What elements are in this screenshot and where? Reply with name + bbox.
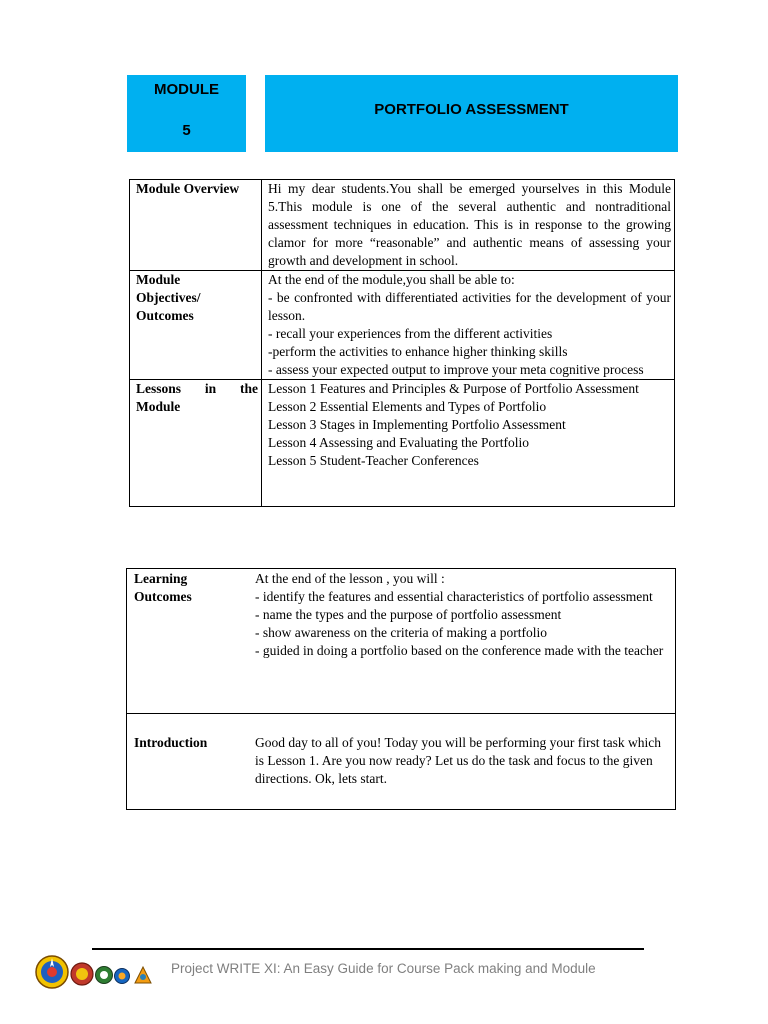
outcome-item: - name the types and the purpose of portfolio assessment — [255, 607, 562, 622]
module-label: MODULE — [154, 81, 219, 98]
objective-item: - recall your experiences from the different activities — [268, 326, 553, 341]
lesson-item: Lesson 4 Assessing and Evaluating the Portfolio — [268, 435, 529, 450]
introduction-row — [127, 714, 676, 810]
objective-item: - be confronted with differentiated activities for the development of your lesson. — [268, 290, 671, 323]
lesson-item: Lesson 5 Student-Teacher Conferences — [268, 453, 479, 468]
objectives-row — [130, 271, 675, 380]
module-title-box — [265, 75, 678, 152]
module-number: 5 — [182, 122, 191, 139]
introduction-label: Introduction — [134, 735, 208, 750]
objective-item: - assess your expected output to improve your meta cognitive process — [268, 362, 644, 377]
introduction-text: Good day to all of you! Today you will be performing your first task which is Lesson 1. Are you now ready? Let us do the task and focus to the given directions. Ok, lets start. — [255, 735, 661, 786]
learning-outcomes-intro: At the end of the lesson , you will : — [255, 571, 445, 586]
outcome-item: - guided in doing a portfolio based on the conference made with the teacher — [255, 643, 664, 658]
objectives-text — [262, 271, 675, 380]
footer-divider — [92, 948, 644, 950]
footer-logos — [35, 955, 155, 989]
objectives-label: Module Objectives/ Outcomes — [130, 271, 262, 380]
learning-outcomes-row — [127, 569, 676, 714]
module-overview-table — [129, 179, 675, 507]
lessons-row — [130, 380, 675, 507]
module-number-box — [127, 75, 246, 152]
learning-outcomes-text — [255, 569, 676, 714]
objective-item: -perform the activities to enhance higher thinking skills — [268, 344, 568, 359]
lessons-label: Lessons in the Module — [130, 380, 262, 507]
deped-seal-icon — [36, 956, 68, 988]
project-logo-icon — [135, 967, 151, 983]
overview-row — [130, 180, 675, 271]
overview-text: Hi my dear students.You shall be emerged yourselves in this Module 5.This module is one of the several authentic and nontraditional assessment techniques in education. This is in response to the growing clamor for more “reasonable” and authentic means of assessing your growth and development in school. — [262, 180, 675, 271]
lesson-table — [126, 568, 676, 810]
overview-label: Module Overview — [130, 180, 262, 271]
module-title: PORTFOLIO ASSESSMENT — [374, 101, 569, 118]
learning-outcomes-label: Learning Outcomes — [127, 569, 256, 714]
lesson-item: Lesson 1 Features and Principles & Purpose of Portfolio Assessment — [268, 381, 639, 396]
school-seal-icon — [71, 963, 93, 985]
division-seal-icon — [96, 967, 113, 984]
lesson-item: Lesson 2 Essential Elements and Types of Portfolio — [268, 399, 547, 414]
lesson-item: Lesson 3 Stages in Implementing Portfolio Assessment — [268, 417, 566, 432]
region-seal-icon — [115, 969, 130, 984]
lessons-list — [262, 380, 675, 507]
footer-text: Project WRITE XI: An Easy Guide for Course Pack making and Module — [171, 961, 596, 976]
outcome-item: - identify the features and essential characteristics of portfolio assessment — [255, 589, 653, 604]
outcome-item: - show awareness on the criteria of making a portfolio — [255, 625, 548, 640]
objectives-intro: At the end of the module,you shall be able to: — [268, 272, 515, 287]
